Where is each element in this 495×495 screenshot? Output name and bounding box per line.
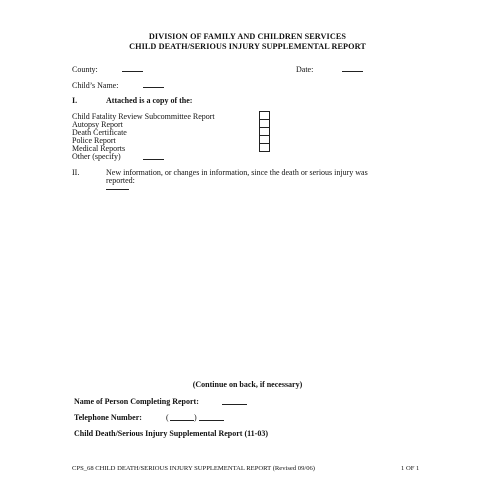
section2-number: II. — [72, 168, 80, 177]
checklist-item-label: Death Certificate — [72, 128, 127, 137]
area-code-blank-line[interactable] — [170, 420, 194, 421]
continue-note: (Continue on back, if necessary) — [192, 380, 303, 389]
childs-name-label: Child’s Name: — [72, 81, 119, 90]
other-specify-label: Other (specify) — [72, 152, 121, 161]
section1-heading: Attached is a copy of the: — [106, 96, 193, 105]
date-blank-line[interactable] — [342, 71, 363, 72]
checklist-item-label: Medical Reports — [72, 144, 126, 153]
other-specify-blank-line[interactable] — [143, 159, 164, 160]
childs-name-blank-line[interactable] — [143, 87, 164, 88]
section1-number: I. — [72, 96, 78, 105]
new-information-blank-line[interactable] — [106, 189, 129, 190]
county-blank-line[interactable] — [122, 71, 143, 72]
county-label: County: — [72, 65, 98, 74]
checklist-item-label: Autopsy Report — [72, 120, 123, 129]
footer-page-number: 1 OF 1 — [401, 465, 420, 472]
person-completing-blank-line[interactable] — [222, 404, 247, 405]
date-label: Date: — [296, 65, 314, 74]
area-code-close-paren: ) — [194, 413, 197, 422]
section2-text-line1: New information, or changes in information, since the death or serious injury was — [106, 168, 368, 177]
section2-text-line2: reported: — [106, 176, 135, 185]
area-code-open-paren: ( — [166, 413, 169, 422]
form-title-line2: CHILD DEATH/SERIOUS INJURY SUPPLEMENTAL REPORT — [129, 42, 366, 51]
checklist-item-label: Child Fatality Review Subcommittee Report — [72, 112, 215, 121]
person-completing-label: Name of Person Completing Report: — [74, 397, 199, 406]
footer-form-id: CPS_68 CHILD DEATH/SERIOUS INJURY SUPPLEMENTAL REPORT (Revised 09/06) — [72, 465, 315, 472]
telephone-label: Telephone Number: — [74, 413, 142, 422]
checkbox-medical-reports[interactable] — [259, 143, 270, 152]
phone-number-blank-line[interactable] — [199, 420, 224, 421]
checklist-item-label: Police Report — [72, 136, 116, 145]
form-title-line1: DIVISION OF FAMILY AND CHILDREN SERVICES — [148, 32, 347, 41]
form-reference: Child Death/Serious Injury Supplemental Report (11-03) — [74, 429, 269, 438]
